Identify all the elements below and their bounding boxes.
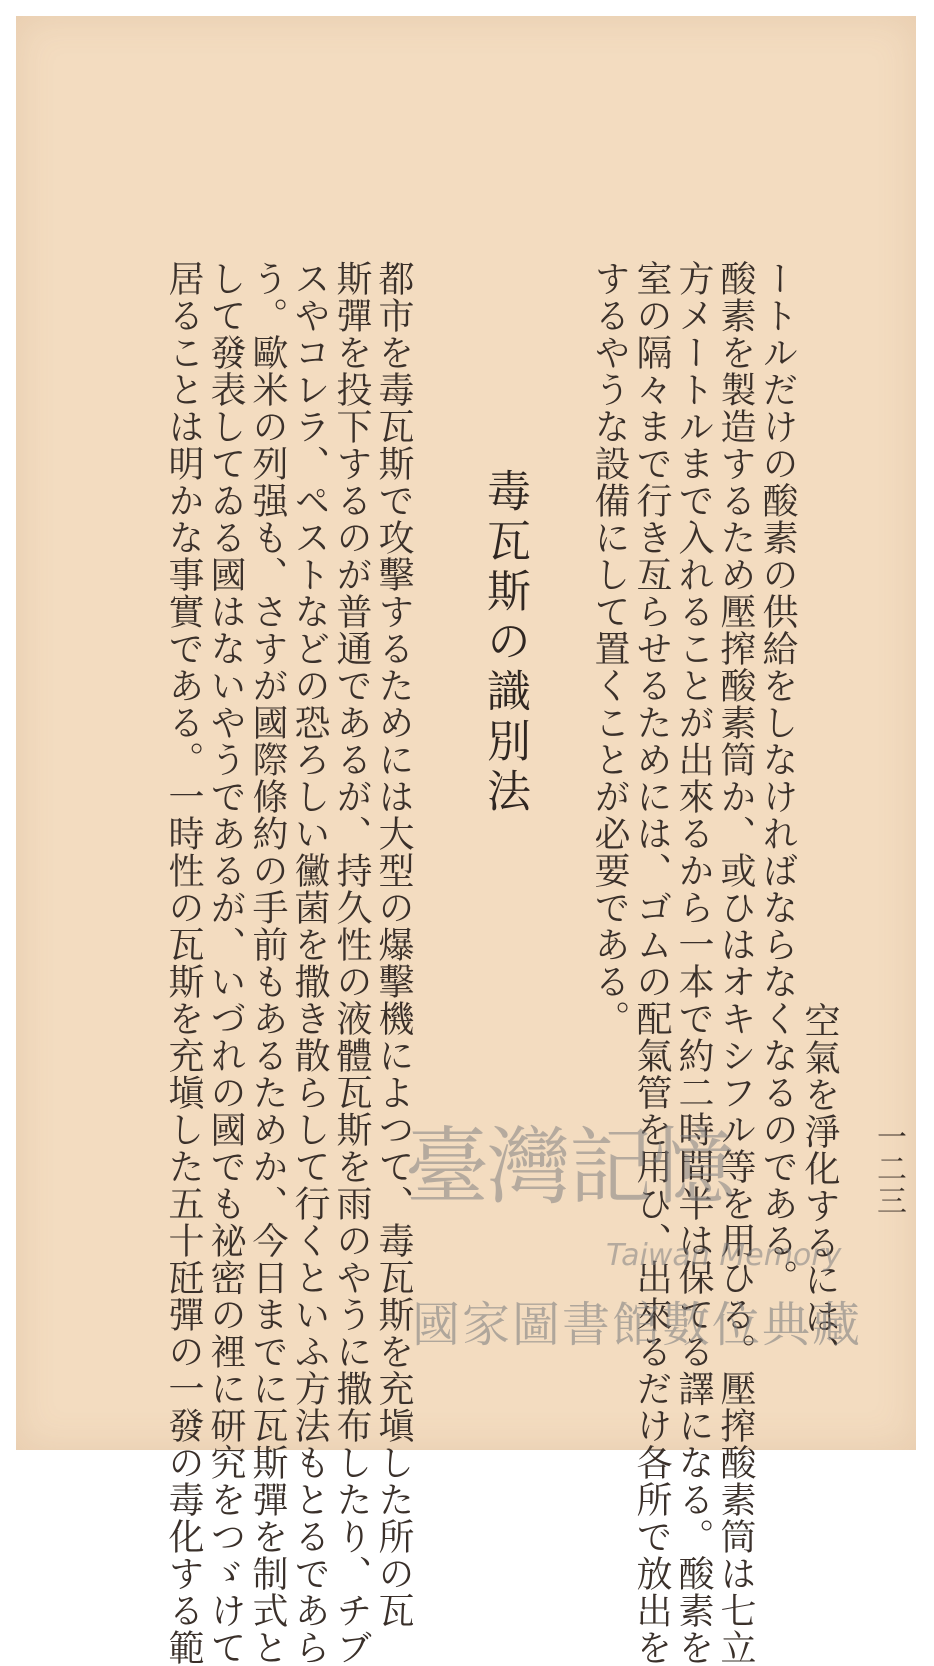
watermark-english: Taiwan Memory	[606, 1238, 842, 1273]
section-heading: 毒瓦斯の識別法	[479, 468, 530, 818]
watermark-chinese: 國家圖書館數位典藏	[412, 1297, 863, 1353]
text-column-7: 斯彈を投下するのが普通であるが、持久性の液體瓦斯を雨のやうに撒布したり、チブ	[331, 260, 372, 1666]
text-column-10: して發表してゐる國はないやうであるが、いづれの國でも祕密の裡に研究をつゞけて	[205, 260, 246, 1666]
watermark-logo: 臺灣記憶	[405, 1118, 734, 1216]
text-column-1: ートルだけの酸素の供給をしなければならなくなるのである。	[757, 260, 798, 1296]
text-column-9: う。歐米の列强も、さすが國際條約の手前もあるためか、今日までに瓦斯彈を制式と	[247, 260, 288, 1666]
text-column-2: 酸素を製造するため壓搾酸素筒か、或ひはオキシフル等を用ひる。壓搾酸素筒は七立	[715, 260, 756, 1666]
page-number: 一二三	[871, 1121, 906, 1217]
book-page	[16, 16, 916, 1666]
text-column-4: 室の隔々まで行き亙らせるためには、ゴムの配氣管を用ひ、出來るだけ各所で放出を	[631, 260, 672, 1666]
text-column-1a: 空氣を淨化するには、	[799, 1002, 840, 1372]
text-column-6: 都市を毒瓦斯で攻擊するためには大型の爆擊機によつて、毒瓦斯を充塡した所の瓦	[373, 260, 414, 1629]
text-column-5: するやうな設備にして置くことが必要である。	[589, 260, 630, 1037]
text-column-11: 居ることは明かな事實である。一時性の瓦斯を充塡した五十瓩彈の一發の毒化する範	[163, 260, 204, 1666]
text-column-3: 方メートルまで入れることが出來るから一本で約二時間半は保てる譯になる。酸素を	[673, 260, 714, 1666]
text-column-8: スやコレラ、ペストなどの恐ろしい黴菌を撒き散らして行くといふ方法もとるであら	[289, 260, 330, 1666]
